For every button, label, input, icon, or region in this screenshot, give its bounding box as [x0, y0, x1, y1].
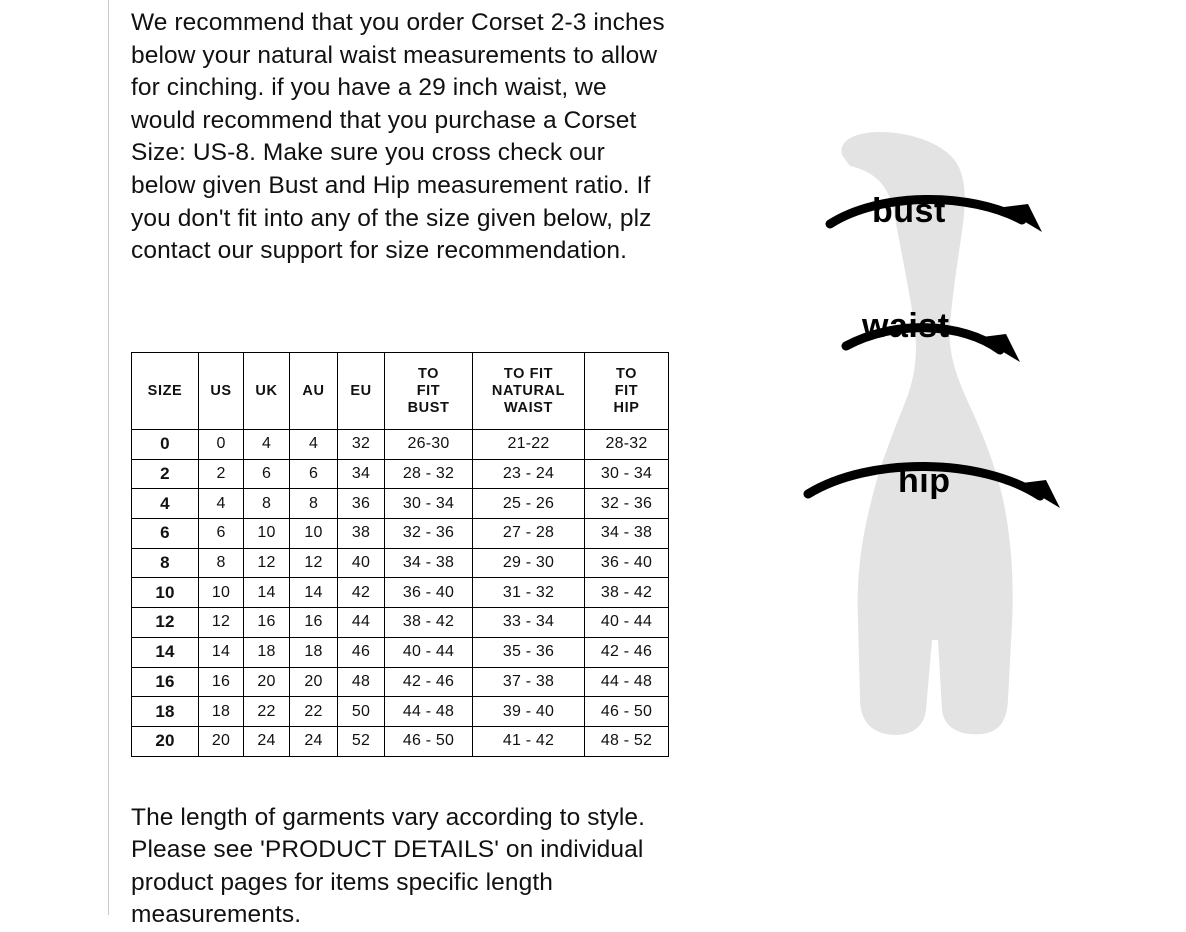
cell-au: 12: [290, 548, 338, 578]
cell-us: 10: [199, 578, 244, 608]
cell-hip: 34 - 38: [585, 519, 669, 549]
cell-bust: 46 - 50: [385, 726, 473, 756]
cell-uk: 22: [244, 697, 290, 727]
waist-label: waist: [862, 307, 950, 345]
intro-section: [131, 0, 691, 292]
table-row: [132, 548, 669, 578]
cell-eu: 34: [338, 459, 385, 489]
table-row: [132, 519, 669, 549]
measurement-figure: [760, 100, 1140, 780]
cell-bust: 34 - 38: [385, 548, 473, 578]
cell-size: 8: [132, 548, 199, 578]
table-body: [132, 430, 669, 757]
cell-us: 12: [199, 608, 244, 638]
cell-eu: 36: [338, 489, 385, 519]
cell-size: 4: [132, 489, 199, 519]
cell-au: 22: [290, 697, 338, 727]
cell-au: 8: [290, 489, 338, 519]
cell-uk: 4: [244, 430, 290, 460]
cell-size: 2: [132, 459, 199, 489]
outro-paragraph: The length of garments vary according to style. Please see 'PRODUCT DETAILS' on individual product pages for items specific length measurements.: [131, 803, 646, 929]
cell-uk: 10: [244, 519, 290, 549]
column-header-eu: EU: [338, 353, 385, 430]
cell-size: 10: [132, 578, 199, 608]
cell-uk: 20: [244, 667, 290, 697]
cell-us: 2: [199, 459, 244, 489]
cell-size: 12: [132, 608, 199, 638]
cell-us: 6: [199, 519, 244, 549]
cell-natural-waist: 31 - 32: [473, 578, 585, 608]
table-row: [132, 726, 669, 756]
cell-us: 14: [199, 637, 244, 667]
cell-au: 16: [290, 608, 338, 638]
cell-bust: 38 - 42: [385, 608, 473, 638]
table-row: [132, 697, 669, 727]
table-row: [132, 637, 669, 667]
cell-size: 0: [132, 430, 199, 460]
body-silhouette-icon: [760, 100, 1140, 780]
cell-bust: 42 - 46: [385, 667, 473, 697]
cell-eu: 48: [338, 667, 385, 697]
cell-hip: 30 - 34: [585, 459, 669, 489]
cell-au: 6: [290, 459, 338, 489]
cell-au: 4: [290, 430, 338, 460]
cell-au: 14: [290, 578, 338, 608]
column-header-natural-waist: TO FIT NATURAL WAIST: [473, 353, 585, 430]
cell-hip: 46 - 50: [585, 697, 669, 727]
cell-uk: 6: [244, 459, 290, 489]
cell-natural-waist: 21-22: [473, 430, 585, 460]
table-row: [132, 667, 669, 697]
cell-au: 20: [290, 667, 338, 697]
cell-natural-waist: 29 - 30: [473, 548, 585, 578]
cell-hip: 44 - 48: [585, 667, 669, 697]
cell-au: 18: [290, 637, 338, 667]
column-header-hip: TO FIT HIP: [585, 353, 669, 430]
cell-natural-waist: 33 - 34: [473, 608, 585, 638]
cell-hip: 40 - 44: [585, 608, 669, 638]
cell-natural-waist: 23 - 24: [473, 459, 585, 489]
table-row: [132, 459, 669, 489]
intro-paragraph: We recommend that you order Corset 2-3 inches below your natural waist measurements to allow for cinching. if you have a 29 inch waist, we would recommend that you purchase a Corset Size: US-8. Make sure you cross check our below given Bust and Hip measurement ratio. If you don't fit into any of the size given below, plz contact our support for size recommendation.: [131, 9, 665, 265]
cell-eu: 40: [338, 548, 385, 578]
size-chart-table: [131, 352, 669, 757]
cell-bust: 36 - 40: [385, 578, 473, 608]
table-row: [132, 489, 669, 519]
cell-us: 8: [199, 548, 244, 578]
cell-uk: 8: [244, 489, 290, 519]
cell-size: 16: [132, 667, 199, 697]
cell-hip: 42 - 46: [585, 637, 669, 667]
column-header-uk: UK: [244, 353, 290, 430]
cell-bust: 40 - 44: [385, 637, 473, 667]
cell-natural-waist: 25 - 26: [473, 489, 585, 519]
cell-natural-waist: 39 - 40: [473, 697, 585, 727]
cell-eu: 44: [338, 608, 385, 638]
cell-us: 20: [199, 726, 244, 756]
table-row: [132, 430, 669, 460]
column-header-au: AU: [290, 353, 338, 430]
cell-us: 16: [199, 667, 244, 697]
cell-hip: 48 - 52: [585, 726, 669, 756]
cell-hip: 36 - 40: [585, 548, 669, 578]
cell-hip: 28-32: [585, 430, 669, 460]
cell-natural-waist: 37 - 38: [473, 667, 585, 697]
cell-us: 0: [199, 430, 244, 460]
cell-eu: 42: [338, 578, 385, 608]
cell-bust: 26-30: [385, 430, 473, 460]
cell-us: 18: [199, 697, 244, 727]
cell-bust: 32 - 36: [385, 519, 473, 549]
table-row: [132, 578, 669, 608]
cell-eu: 50: [338, 697, 385, 727]
cell-size: 18: [132, 697, 199, 727]
cell-bust: 30 - 34: [385, 489, 473, 519]
cell-eu: 52: [338, 726, 385, 756]
cell-bust: 28 - 32: [385, 459, 473, 489]
cell-uk: 24: [244, 726, 290, 756]
hip-label: hip: [898, 462, 951, 500]
cell-au: 24: [290, 726, 338, 756]
cell-uk: 18: [244, 637, 290, 667]
cell-hip: 38 - 42: [585, 578, 669, 608]
column-header-us: US: [199, 353, 244, 430]
cell-natural-waist: 41 - 42: [473, 726, 585, 756]
table-row: [132, 608, 669, 638]
cell-natural-waist: 27 - 28: [473, 519, 585, 549]
cell-au: 10: [290, 519, 338, 549]
left-margin-rule: [108, 0, 109, 915]
cell-us: 4: [199, 489, 244, 519]
cell-uk: 12: [244, 548, 290, 578]
cell-eu: 46: [338, 637, 385, 667]
cell-size: 14: [132, 637, 199, 667]
cell-hip: 32 - 36: [585, 489, 669, 519]
bust-label: bust: [872, 192, 946, 230]
cell-uk: 16: [244, 608, 290, 638]
column-header-bust: TO FIT BUST: [385, 353, 473, 430]
cell-natural-waist: 35 - 36: [473, 637, 585, 667]
column-header-size: SIZE: [132, 353, 199, 430]
cell-bust: 44 - 48: [385, 697, 473, 727]
cell-size: 20: [132, 726, 199, 756]
cell-size: 6: [132, 519, 199, 549]
cell-eu: 38: [338, 519, 385, 549]
table-header-row: [132, 353, 669, 430]
cell-uk: 14: [244, 578, 290, 608]
cell-eu: 32: [338, 430, 385, 460]
